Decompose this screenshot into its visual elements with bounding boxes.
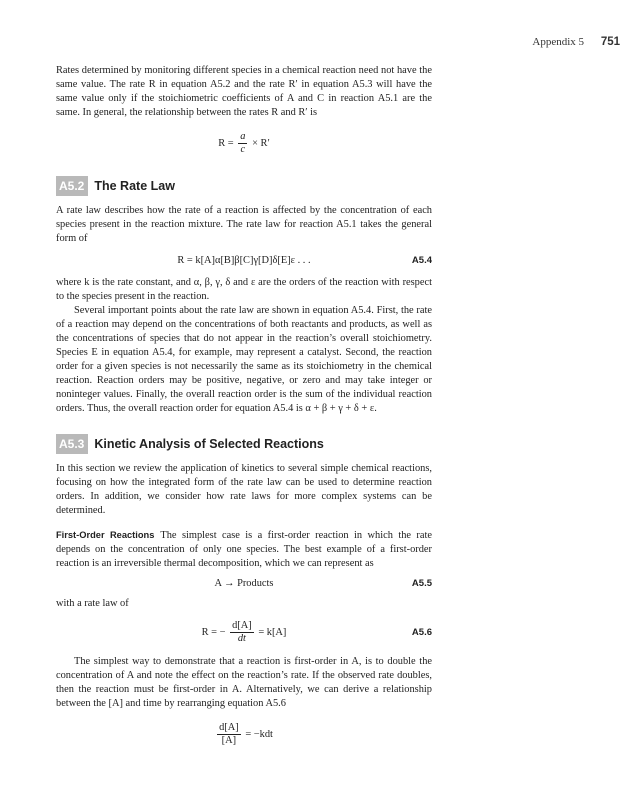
eq-a5-4-label: A5.4 — [411, 255, 432, 266]
section-title: Kinetic Analysis of Selected Reactions — [94, 437, 324, 451]
section-number-badge: A5.3 — [56, 434, 88, 454]
rate-law-paragraph-2: where k is the rate constant, and α, β, γ, δ and ε are the orders of the reaction with respect to the species present in the reaction. — [56, 277, 432, 302]
section-title: The Rate Law — [94, 179, 175, 193]
eq-a5-5-label: A5.5 — [411, 578, 432, 589]
section-number-badge: A5.2 — [56, 176, 88, 196]
eq-rhs: × R′ — [252, 138, 270, 149]
first-order-paragraph-2: The simplest way to demonstrate that a reaction is first-order in A, is to double the concentration of A and note the effect on the reaction’s rate. If the observed rate doubles, then the reaction must be first-order in A. Alternatively, we can derive a relationship between the [A] and time by rearranging equation A5.6 — [56, 656, 432, 709]
running-title: Appendix 5 — [532, 36, 585, 48]
eq-a5-6-numerator: d[A] — [232, 620, 252, 632]
rate-law-paragraph-1: A rate law describes how the rate of a reaction is affected by the concentration of each species present in the reaction mixture. The rate law for reaction A5.1 takes the general form of — [56, 205, 432, 244]
eq-a5-6-fraction — [230, 620, 254, 645]
eq-fraction-numerator: a — [240, 131, 246, 143]
eq-rearranged-numerator: d[A] — [219, 722, 239, 734]
eq-rearranged-fraction — [217, 722, 241, 747]
page-number: 751 — [600, 36, 620, 48]
equation-a5-4 — [56, 252, 432, 270]
page-body — [56, 64, 432, 753]
rate-law-intro: with a rate law of — [56, 598, 129, 609]
section-heading-a5-3 — [56, 434, 432, 454]
eq-rearranged-rhs: = −kdt — [245, 729, 273, 740]
eq-a5-6-lhs: R = − — [201, 627, 226, 638]
eq-a5-6-rhs: = k[A] — [258, 627, 287, 638]
eq-a5-5-expression: A → Products — [214, 578, 274, 589]
runin-heading: First-Order Reactions — [56, 530, 155, 540]
equation-a5-5 — [56, 575, 432, 593]
section-heading-a5-2 — [56, 176, 432, 196]
eq-a5-4-expression: R = k[A]α[B]β[C]γ[D]δ[E]ε . . . — [177, 255, 311, 266]
eq-a5-6-label: A5.6 — [411, 627, 432, 638]
equation-a5-6 — [56, 615, 432, 651]
eq-a5-6-denominator: dt — [237, 633, 246, 645]
equation-rate-relation — [56, 126, 432, 162]
equation-rearranged — [56, 717, 432, 753]
running-header — [532, 36, 620, 48]
first-order-paragraph — [56, 528, 432, 571]
eq-fraction-denominator: c — [240, 144, 246, 156]
eq-rearranged-denominator: [A] — [221, 735, 237, 747]
eq-lhs: R = — [218, 138, 234, 149]
kinetic-analysis-paragraph-1: In this section we review the application of kinetics to several simple chemical reactions, focusing on how the integrated form of the rate law can be used to determine reaction orders. In addition, we consider how rate laws for more complex systems can be determined. — [56, 463, 432, 516]
eq-fraction — [238, 131, 247, 156]
intro-paragraph: Rates determined by monitoring different species in a chemical reaction need not have the same value. The rate R in equation A5.2 and the rate R′ in equation A5.3 will have the same value only if the stoichiometric coefficients of A and C in reaction A5.1 are the same. In general, the relationship between the rates R and R′ is — [56, 65, 432, 118]
first-order-text: The simplest case is a first-order reaction in which the rate depends on the concentration of only one species. The best example of a first-order reaction is an irreversible thermal decomposition, which we can represent as — [56, 530, 432, 569]
rate-law-paragraph-3: Several important points about the rate law are shown in equation A5.4. First, the rate of a reaction may depend on the concentrations of both reactants and products, as well as the concentrations of species that do not appear in the reaction’s overall stoichiometry. Species E in equation A5.4, for example, may represent a catalyst. Second, the reaction order for a given species is not necessarily the same as its stoichiometry in the chemical reaction. Reaction orders may be positive, negative, or zero and may take integer or noninteger values. Finally, the overall reaction order is the sum of the individual reaction orders. Thus, the overall reaction order for equation A5.4 is α + β + γ + δ + ε. — [56, 305, 432, 414]
